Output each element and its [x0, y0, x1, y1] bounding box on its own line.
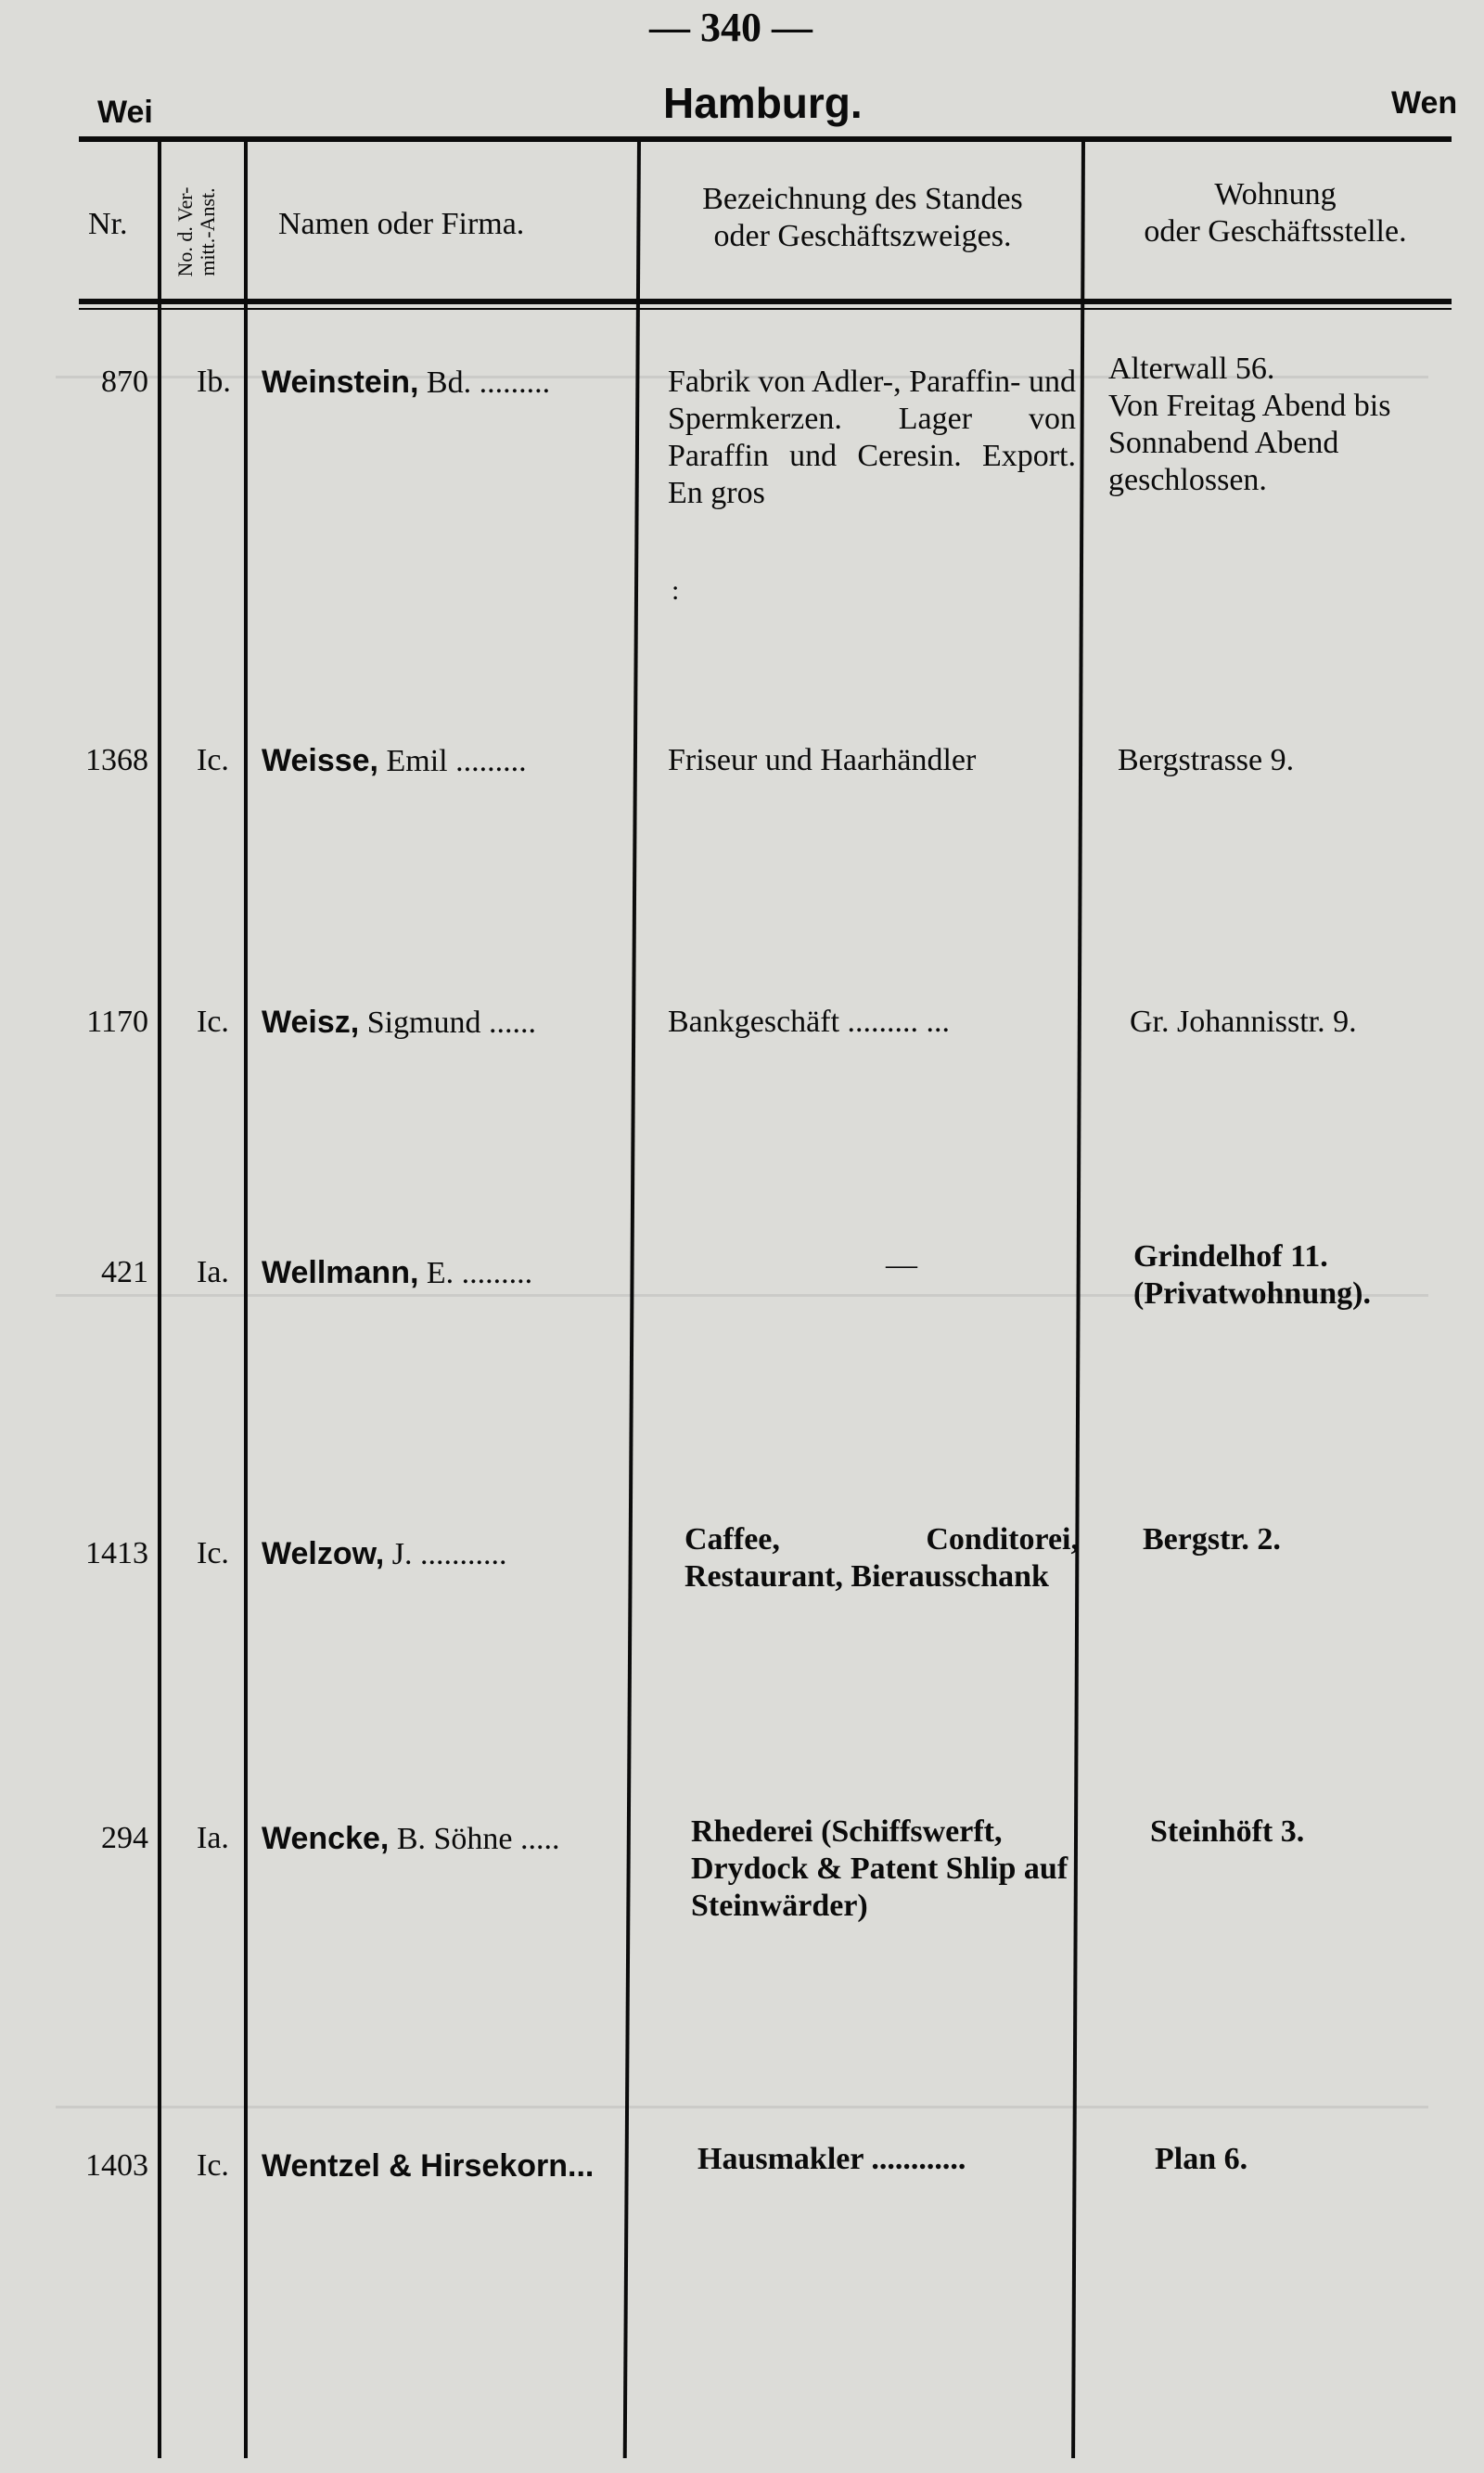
entry-name: Wencke, B. Söhne ..... — [262, 1821, 560, 1856]
header-rule-thin — [79, 308, 1452, 310]
entry-address: Bergstr. 2. — [1143, 1522, 1281, 1557]
entry-name: Wentzel & Hirsekorn... — [262, 2148, 595, 2184]
entry-address: Grindelhof 11. (Privatwohnung). — [1133, 1239, 1371, 1311]
entry-number: 1170 — [86, 1005, 148, 1039]
entry-address: Gr. Johannisstr. 9. — [1130, 1005, 1357, 1039]
bleed-through-line — [56, 2106, 1428, 2108]
entry-agency-class: Ia. — [197, 1255, 229, 1289]
column-header-nr: Nr. — [88, 207, 128, 241]
column-divider — [623, 139, 641, 2458]
entry-agency-class: Ib. — [197, 365, 231, 399]
guide-word-left: Wei — [97, 95, 153, 130]
entry-trade: Hausmakler ............ — [697, 2142, 966, 2176]
entry-name: Weisz, Sigmund ...... — [262, 1005, 536, 1040]
entry-address: Bergstrasse 9. — [1118, 743, 1295, 777]
page-number: — 340 — — [649, 5, 812, 50]
column-header-anst: No. d. Ver- mitt.-Anst. — [173, 186, 219, 277]
entry-agency-class: Ia. — [197, 1821, 229, 1855]
page-city-title: Hamburg. — [663, 79, 863, 127]
entry-number: 870 — [101, 365, 148, 399]
entry-name: Weisse, Emil ......... — [262, 743, 527, 778]
column-header-address: Wohnung oder Geschäftsstelle. — [1144, 177, 1407, 249]
entry-number: 1413 — [85, 1536, 148, 1570]
entry-name: Wellmann, E. ......... — [262, 1255, 533, 1290]
entry-trade: Caffee, Conditorei, Restaurant, Bierausschank — [684, 1522, 1079, 1594]
entry-agency-class: Ic. — [197, 1005, 229, 1039]
entry-trade: Rhederei (Schiffswerft, Drydock & Patent Shlip auf Steinwärder) — [691, 1814, 1068, 1923]
column-divider — [158, 139, 161, 2458]
column-divider — [244, 139, 248, 2458]
column-header-name: Namen oder Firma. — [278, 207, 525, 241]
stray-mark: : — [672, 575, 680, 606]
entry-trade: Friseur und Haarhändler — [668, 743, 977, 777]
entry-agency-class: Ic. — [197, 1536, 229, 1570]
header-rule — [79, 299, 1452, 304]
entry-address: Plan 6. — [1155, 2142, 1248, 2176]
entry-trade: Fabrik von Adler-, Paraffin- und Spermkerzen. Lager von Paraffin und Ceresin. Export. En gros — [668, 365, 1076, 510]
entry-address: Alterwall 56. Von Freitag Abend bis Sonnabend Abend geschlossen. — [1108, 352, 1391, 497]
guide-word-right: Wen — [1391, 85, 1458, 121]
top-rule — [79, 136, 1452, 142]
entry-address: Steinhöft 3. — [1150, 1814, 1305, 1849]
entry-agency-class: Ic. — [197, 743, 229, 777]
entry-trade: — — [886, 1248, 917, 1282]
entry-number: 1403 — [85, 2148, 148, 2183]
column-header-trade: Bezeichnung des Standes oder Geschäftszweiges. — [702, 182, 1023, 253]
entry-trade: Bankgeschäft ......... ... — [668, 1005, 951, 1039]
entry-number: 421 — [101, 1255, 148, 1289]
entry-number: 1368 — [85, 743, 148, 777]
entry-name: Welzow, J. ........... — [262, 1536, 507, 1571]
entry-agency-class: Ic. — [197, 2148, 229, 2183]
entry-number: 294 — [101, 1821, 148, 1855]
entry-name: Weinstein, Bd. ......... — [262, 365, 551, 400]
